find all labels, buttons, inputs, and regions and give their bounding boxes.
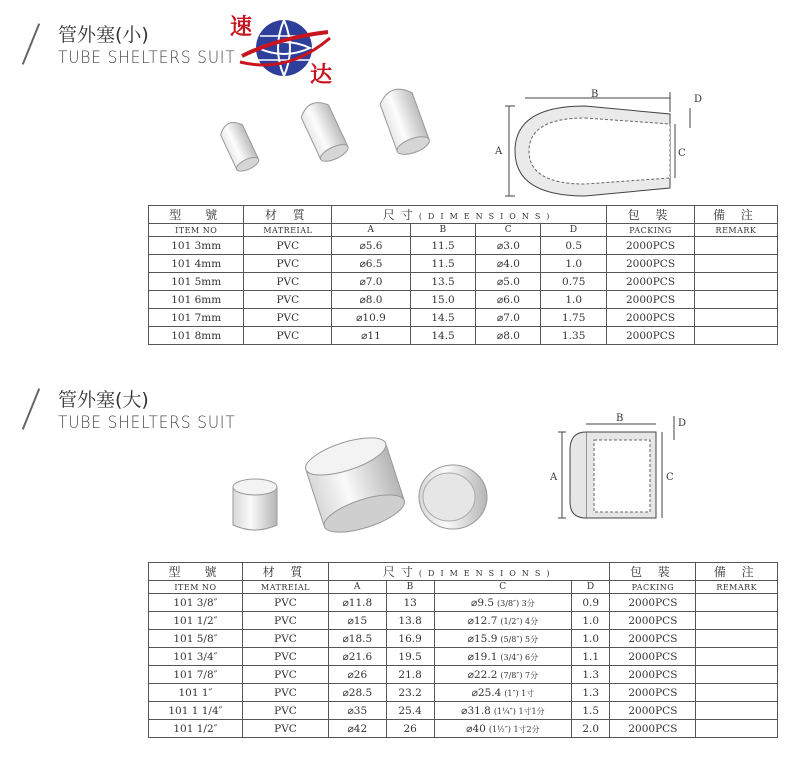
cell-item	[149, 291, 244, 309]
cell-packing-value: 2000PCS	[628, 650, 678, 663]
cell-c	[476, 309, 541, 327]
cell-b-value: 15.0	[431, 293, 455, 306]
table-row	[149, 273, 778, 291]
cell-a	[329, 612, 387, 630]
cell-c	[434, 648, 571, 666]
cell-a	[332, 327, 411, 345]
header-item-en: ITEM NO	[149, 224, 244, 237]
header-b: B	[410, 224, 476, 237]
cell-a	[332, 273, 411, 291]
cell-item-value: 101 1 1/4″	[168, 704, 223, 717]
cell-c-note: (1/2″) 4分	[500, 616, 539, 626]
header-a: A	[332, 224, 411, 237]
cell-packing-value: 2000PCS	[626, 239, 676, 252]
cell-d	[572, 702, 610, 720]
cell-d	[572, 720, 610, 738]
cell-packing-value: 2000PCS	[628, 632, 678, 645]
cell-d-value: 1.0	[565, 293, 583, 306]
cell-c	[434, 720, 571, 738]
logo-char-top: 速	[230, 15, 253, 40]
cell-d	[541, 255, 607, 273]
title-zh: 管外塞(小)	[58, 24, 149, 46]
cell-b-value: 23.2	[398, 686, 422, 699]
cell-packing	[610, 594, 696, 612]
cell-a-value: ⌀26	[347, 668, 368, 681]
cell-item-value: 101 3/4″	[173, 650, 218, 663]
cell-b-value: 11.5	[431, 239, 455, 252]
cell-item-value: 101 7mm	[171, 311, 222, 324]
cell-material	[242, 702, 328, 720]
cell-c-note: (1½″) 1寸2分	[488, 724, 540, 734]
cell-a	[329, 702, 387, 720]
cell-packing-value: 2000PCS	[626, 275, 676, 288]
cell-d-value: 2.0	[582, 722, 600, 735]
dim-label-b: B	[616, 413, 624, 424]
cell-packing-value: 2000PCS	[626, 293, 676, 306]
cell-remark	[696, 720, 778, 738]
cell-packing	[607, 327, 695, 345]
logo-char-bottom: 达	[310, 63, 333, 88]
cell-material-value: PVC	[276, 311, 300, 324]
cell-b	[386, 612, 434, 630]
cell-d-value: 1.1	[582, 650, 600, 663]
cell-c-note: (7/8″) 7分	[500, 670, 539, 680]
cell-d-value: 0.5	[565, 239, 583, 252]
cell-packing	[610, 630, 696, 648]
table-row	[149, 684, 778, 702]
cell-a-value: ⌀7.0	[359, 275, 383, 288]
cell-item	[149, 684, 243, 702]
header-packing: 包 裝	[607, 206, 695, 224]
cell-a-value: ⌀5.6	[359, 239, 383, 252]
cell-d	[572, 630, 610, 648]
table-row	[149, 291, 778, 309]
cell-b	[386, 594, 434, 612]
cell-material	[244, 291, 332, 309]
cell-c	[434, 684, 571, 702]
cell-c-value: ⌀31.8	[461, 704, 491, 717]
cell-a-value: ⌀11	[361, 329, 381, 342]
header-item: 型 號	[149, 206, 244, 224]
cell-c	[476, 273, 541, 291]
cell-c	[434, 702, 571, 720]
cell-packing-value: 2000PCS	[628, 686, 678, 699]
cell-material-value: PVC	[276, 257, 300, 270]
cell-material-value: PVC	[274, 668, 297, 681]
cell-item-value: 101 1″	[178, 686, 213, 699]
table-row	[149, 720, 778, 738]
header-material-en: MATREIAL	[244, 224, 332, 237]
cell-b	[386, 684, 434, 702]
cell-item	[149, 594, 243, 612]
table-row	[149, 612, 778, 630]
cell-item-value: 101 6mm	[171, 293, 222, 306]
cell-a-value: ⌀42	[347, 722, 368, 735]
cell-a-value: ⌀21.6	[342, 650, 373, 663]
cell-packing-value: 2000PCS	[628, 704, 678, 717]
cell-remark	[694, 255, 777, 273]
header-d: D	[572, 581, 610, 594]
header-a: A	[329, 581, 387, 594]
cell-remark	[696, 702, 778, 720]
cell-b	[410, 291, 476, 309]
cell-item-value: 101 3/8″	[173, 596, 218, 609]
cell-d	[572, 612, 610, 630]
cell-item	[149, 309, 244, 327]
header-packing: 包 裝	[610, 563, 696, 581]
header-remark: 備 注	[694, 206, 777, 224]
cell-a	[329, 594, 387, 612]
cell-c-note: (5/8″) 5分	[500, 634, 539, 644]
cell-d-value: 1.5	[582, 704, 600, 717]
cell-a	[329, 720, 387, 738]
cell-packing	[610, 720, 696, 738]
cell-packing-value: 2000PCS	[628, 614, 678, 627]
cell-packing-value: 2000PCS	[628, 596, 678, 609]
cell-a-value: ⌀35	[347, 704, 368, 717]
cell-item-value: 101 3mm	[171, 239, 222, 252]
cell-d	[541, 327, 607, 345]
cell-material-value: PVC	[274, 704, 297, 717]
cell-packing	[607, 309, 695, 327]
cell-b	[410, 309, 476, 327]
header-packing-en: PACKING	[607, 224, 695, 237]
cell-packing	[610, 702, 696, 720]
table-row	[149, 309, 778, 327]
dim-label-b: B	[591, 89, 599, 100]
table-row	[149, 630, 778, 648]
cell-c	[476, 255, 541, 273]
spec-table-small	[148, 205, 778, 345]
cell-c-value: ⌀8.0	[496, 329, 520, 342]
cell-d-value: 0.75	[562, 275, 586, 288]
cell-c-value: ⌀22.2	[467, 668, 498, 681]
cell-material-value: PVC	[274, 632, 297, 645]
table-row	[149, 327, 778, 345]
header-b: B	[386, 581, 434, 594]
cell-material-value: PVC	[274, 596, 297, 609]
cell-a-value: ⌀6.5	[359, 257, 383, 270]
table-row	[149, 648, 778, 666]
cell-remark	[694, 291, 777, 309]
cell-d-value: 1.3	[582, 668, 600, 681]
header-material: 材 質	[242, 563, 328, 581]
cell-item	[149, 237, 244, 255]
title-slash	[22, 23, 40, 65]
cell-a	[332, 309, 411, 327]
header-dimensions	[332, 206, 607, 224]
cell-d-value: 1.0	[565, 257, 583, 270]
cell-remark	[696, 684, 778, 702]
cell-material	[242, 666, 328, 684]
header-dim-zh: 尺寸	[382, 208, 419, 222]
cell-b-value: 13	[403, 596, 417, 609]
cell-packing	[610, 666, 696, 684]
cell-d	[572, 594, 610, 612]
spec-table-large	[148, 562, 778, 738]
cell-c-value: ⌀19.1	[467, 650, 498, 663]
cell-c-value: ⌀15.9	[467, 632, 498, 645]
cell-b	[386, 648, 434, 666]
cell-material-value: PVC	[274, 650, 297, 663]
company-logo	[228, 8, 338, 86]
cell-d-value: 1.0	[582, 614, 600, 627]
cell-material	[242, 720, 328, 738]
cell-b-value: 26	[403, 722, 417, 735]
cell-b-value: 13.8	[398, 614, 422, 627]
cell-c-value: ⌀12.7	[467, 614, 498, 627]
cell-c	[434, 666, 571, 684]
cell-packing	[607, 255, 695, 273]
cell-item	[149, 666, 243, 684]
cell-d	[572, 684, 610, 702]
cell-remark	[694, 309, 777, 327]
cell-item	[149, 612, 243, 630]
title-slash	[22, 388, 40, 430]
cell-a-value: ⌀15	[347, 614, 368, 627]
table-row	[149, 594, 778, 612]
header-c: C	[476, 224, 541, 237]
cell-packing	[610, 648, 696, 666]
cell-item-value: 101 8mm	[171, 329, 222, 342]
cell-material	[242, 648, 328, 666]
cell-c	[434, 612, 571, 630]
cell-c-value: ⌀3.0	[496, 239, 520, 252]
cell-packing	[607, 273, 695, 291]
cell-c-value: ⌀6.0	[496, 293, 520, 306]
cell-a	[329, 648, 387, 666]
cell-d-value: 1.75	[562, 311, 586, 324]
table-row	[149, 255, 778, 273]
cell-c-note: (1″) 1寸	[504, 688, 535, 698]
cell-a-value: ⌀11.8	[342, 596, 373, 609]
cell-packing-value: 2000PCS	[628, 722, 678, 735]
cell-remark	[696, 630, 778, 648]
cell-item	[149, 630, 243, 648]
cell-material-value: PVC	[274, 722, 297, 735]
cell-material-value: PVC	[274, 686, 297, 699]
cell-material-value: PVC	[274, 614, 297, 627]
cell-c-value: ⌀40	[466, 722, 486, 735]
cell-packing-value: 2000PCS	[626, 257, 676, 270]
cell-material	[244, 237, 332, 255]
cell-item-value: 101 5mm	[171, 275, 222, 288]
cell-material-value: PVC	[276, 275, 300, 288]
cell-packing	[610, 684, 696, 702]
cell-a-value: ⌀8.0	[359, 293, 383, 306]
cell-remark	[694, 237, 777, 255]
cell-b-value: 21.8	[398, 668, 422, 681]
cell-remark	[696, 666, 778, 684]
cell-c-value: ⌀4.0	[496, 257, 520, 270]
cell-packing-value: 2000PCS	[628, 668, 678, 681]
cell-d	[541, 309, 607, 327]
header-dim-en: (DIMENSIONS)	[418, 569, 556, 578]
product-photo-large	[225, 425, 500, 545]
dim-label-a: A	[550, 472, 558, 483]
cell-item-value: 101 7/8″	[173, 668, 218, 681]
cell-b-value: 16.9	[398, 632, 422, 645]
header-material-en: MATREIAL	[242, 581, 328, 594]
cell-remark	[694, 273, 777, 291]
cell-c	[434, 594, 571, 612]
cell-item	[149, 720, 243, 738]
cell-c-value: ⌀9.5	[471, 596, 495, 609]
cell-packing	[610, 612, 696, 630]
cell-item	[149, 648, 243, 666]
dim-label-c: C	[678, 148, 686, 159]
cell-b-value: 14.5	[431, 311, 455, 324]
header-material: 材 質	[244, 206, 332, 224]
cell-c-value: ⌀25.4	[471, 686, 502, 699]
technical-drawing-small	[495, 88, 710, 203]
cell-material	[242, 630, 328, 648]
cell-d-value: 1.3	[582, 686, 600, 699]
dim-label-a: A	[495, 146, 503, 157]
cell-a	[329, 684, 387, 702]
cell-material	[242, 612, 328, 630]
cell-b	[410, 327, 476, 345]
header-item: 型 號	[149, 563, 243, 581]
cell-b-value: 25.4	[398, 704, 422, 717]
cell-b	[410, 237, 476, 255]
cell-a	[332, 237, 411, 255]
cell-item	[149, 327, 244, 345]
cell-c	[476, 237, 541, 255]
cell-d	[541, 237, 607, 255]
table-row	[149, 237, 778, 255]
cell-material	[242, 594, 328, 612]
cell-material	[244, 273, 332, 291]
cell-d	[572, 648, 610, 666]
cell-a-value: ⌀10.9	[356, 311, 386, 324]
cell-b	[386, 630, 434, 648]
header-dim-en: (DIMENSIONS)	[418, 212, 556, 221]
cell-remark	[696, 594, 778, 612]
cell-packing	[607, 237, 695, 255]
cell-a-value: ⌀28.5	[342, 686, 373, 699]
cell-packing-value: 2000PCS	[626, 329, 676, 342]
cell-b-value: 13.5	[431, 275, 455, 288]
header-d: D	[541, 224, 607, 237]
cell-item	[149, 255, 244, 273]
header-dimensions	[329, 563, 610, 581]
cell-item-value: 101 1/2″	[173, 722, 218, 735]
header-dim-zh: 尺寸	[382, 565, 419, 579]
header-c: C	[434, 581, 571, 594]
cell-remark	[696, 612, 778, 630]
cell-item	[149, 273, 244, 291]
dim-label-d: D	[694, 94, 703, 105]
cell-c-value: ⌀7.0	[496, 311, 520, 324]
cell-a-value: ⌀18.5	[342, 632, 373, 645]
cell-b	[410, 255, 476, 273]
cell-c-note: (3/4″) 6分	[500, 652, 539, 662]
cell-b	[386, 720, 434, 738]
header-remark-en: REMARK	[696, 581, 778, 594]
cell-c-value: ⌀5.0	[496, 275, 520, 288]
cell-a	[329, 666, 387, 684]
cell-material	[244, 255, 332, 273]
cell-material-value: PVC	[276, 293, 300, 306]
cell-item-value: 101 5/8″	[173, 632, 218, 645]
cell-c-note: (3/8″) 3分	[497, 598, 535, 608]
cell-d	[572, 666, 610, 684]
header-packing-en: PACKING	[610, 581, 696, 594]
cell-packing-value: 2000PCS	[626, 311, 676, 324]
header-remark-en: REMARK	[694, 224, 777, 237]
dim-label-c: C	[666, 472, 674, 483]
cell-material	[244, 309, 332, 327]
cell-d	[541, 291, 607, 309]
cell-d-value: 1.0	[582, 632, 600, 645]
cell-material-value: PVC	[276, 329, 300, 342]
cell-d-value: 1.35	[562, 329, 586, 342]
product-photo-small	[210, 88, 450, 198]
cell-c	[434, 630, 571, 648]
cell-item-value: 101 4mm	[171, 257, 222, 270]
cell-material	[244, 327, 332, 345]
cell-c	[476, 327, 541, 345]
cell-b	[386, 702, 434, 720]
cell-b-value: 14.5	[431, 329, 455, 342]
cell-remark	[696, 648, 778, 666]
cell-d-value: 0.9	[582, 596, 600, 609]
title-zh: 管外塞(大)	[58, 389, 149, 411]
title-en: TUBE SHELTERS SUIT	[58, 413, 236, 433]
cell-b-value: 19.5	[398, 650, 422, 663]
cell-b	[410, 273, 476, 291]
cell-a	[329, 630, 387, 648]
title-en: TUBE SHELTERS SUIT	[58, 48, 236, 68]
dim-label-d: D	[678, 418, 687, 429]
cell-remark	[694, 327, 777, 345]
cell-b	[386, 666, 434, 684]
cell-a	[332, 255, 411, 273]
header-remark: 備 注	[696, 563, 778, 581]
table-row	[149, 702, 778, 720]
cell-c	[476, 291, 541, 309]
table-row	[149, 666, 778, 684]
cell-material	[242, 684, 328, 702]
cell-c-note: (1¼″) 1寸1分	[493, 706, 545, 716]
cell-d	[541, 273, 607, 291]
cell-material-value: PVC	[276, 239, 300, 252]
technical-drawing-large	[550, 410, 710, 525]
cell-b-value: 11.5	[431, 257, 455, 270]
cell-item-value: 101 1/2″	[173, 614, 218, 627]
cell-packing	[607, 291, 695, 309]
header-item-en: ITEM NO	[149, 581, 243, 594]
cell-a	[332, 291, 411, 309]
cell-item	[149, 702, 243, 720]
